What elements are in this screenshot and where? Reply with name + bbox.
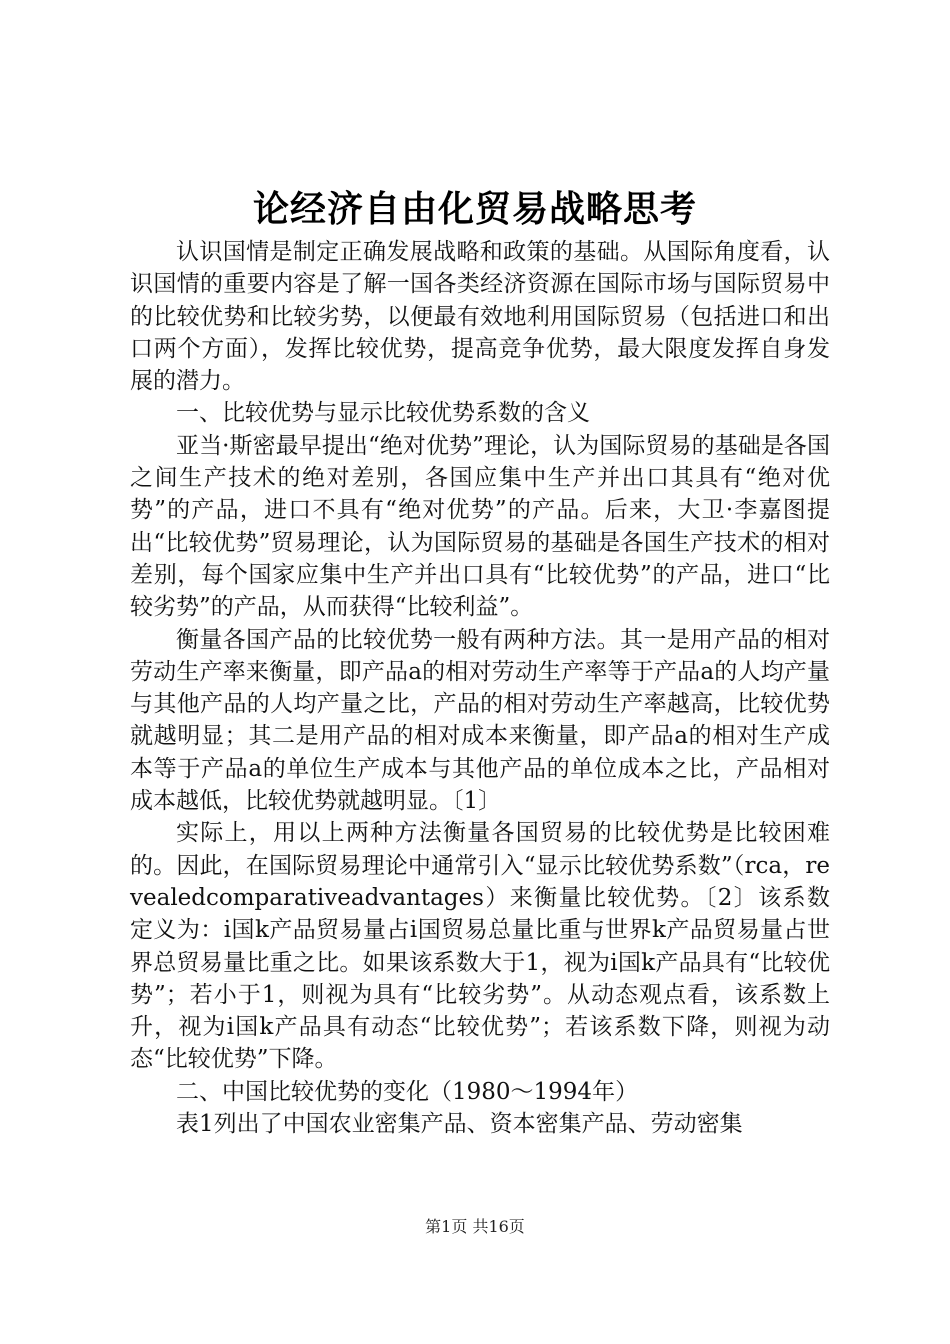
document-title: 论经济自由化贸易战略思考 <box>252 188 697 230</box>
paragraph-rca-definition: 实际上，用以上两种方法衡量各国贸易的比较优势是比较困难的。因此，在国际贸易理论中通常引入“显示比较优势系数”（rca，revealedcomparativeadvantages）来衡量比较优势。〔2〕该系数定义为：i国k产品贸易量占i国贸易总量比重与世界k产品贸易量占世界总贸易量比重之比。如果该系数大于1，视为i国k产品具有“比较优势”；若小于1，则视为具有“比较劣势”。从动态观点看，该系数上升，视为i国k产品具有动态“比较优势”；若该系数下降，则视为动态“比较优势”下降。 <box>130 820 830 1073</box>
section-heading-2: 二、中国比较优势的变化（1980～1994年） <box>176 1078 639 1105</box>
paragraph-absolute-advantage: 亚当·斯密最早提出“绝对优势”理论，认为国际贸易的基础是各国之间生产技术的绝对差别，各国应集中生产并出口其具有“绝对优势”的产品，进口不具有“绝对优势”的产品。后来，大卫·李嘉图提出“比较优势”贸易理论，认为国际贸易的基础是各国生产技术的相对差别，每个国家应集中生产并出口具有“比较优势”的产品，进口“比较劣势”的产品，从而获得“比较利益”。 <box>130 432 830 621</box>
paragraph-table-intro: 表1列出了中国农业密集产品、资本密集产品、劳动密集 <box>176 1111 743 1138</box>
paragraph-intro: 认识国情是制定正确发展战略和政策的基础。从国际角度看，认识国情的重要内容是了解一国各类经济资源在国际市场与国际贸易中的比较优势和比较劣势，以便最有效地利用国际贸易（包括进口和出口两个方面），发挥比较优势，提高竞争优势，最大限度发挥自身发展的潜力。 <box>130 239 830 395</box>
page-number-footer: 第1页 共16页 <box>425 1217 525 1236</box>
section-heading-1: 一、比较优势与显示比较优势系数的含义 <box>176 400 590 427</box>
document-body <box>130 236 830 1140</box>
paragraph-measurement-methods: 衡量各国产品的比较优势一般有两种方法。其一是用产品的相对劳动生产率来衡量，即产品a的相对劳动生产率等于产品a的人均产量与其他产品的人均产量之比，产品的相对劳动生产率越高，比较优势就越明显；其二是用产品的相对成本来衡量，即产品a的相对生产成本等于产品a的单位生产成本与其他产品的单位成本之比，产品相对成本越低，比较优势就越明显。〔1〕 <box>130 626 830 815</box>
